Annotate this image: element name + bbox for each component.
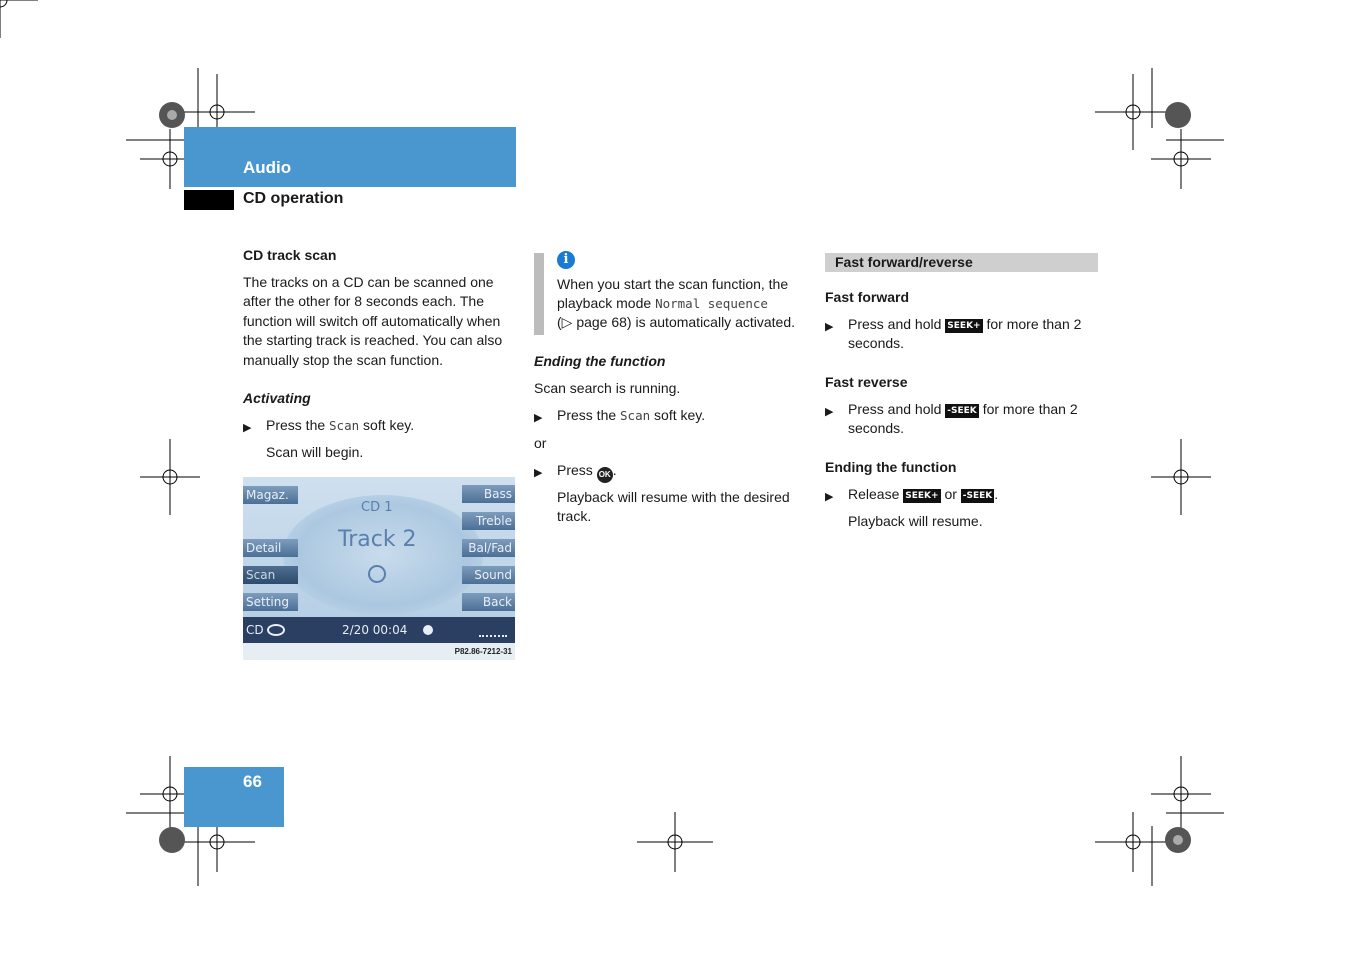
softkey-bass: Bass (462, 485, 515, 503)
fast-reverse-step-cont: seconds. (848, 420, 905, 436)
step-text: Press the (557, 407, 617, 423)
signal-icon (479, 629, 507, 637)
bullet-icon: ▶ (534, 467, 543, 479)
seek-plus-key-icon: SEEK+ (947, 321, 981, 331)
section-heading-text: Fast forward/reverse (835, 254, 973, 270)
scan-clock-icon (368, 565, 386, 583)
fast-forward-step-cont: seconds. (848, 335, 905, 351)
info-line-2 (557, 294, 768, 313)
activating-step (243, 416, 518, 436)
step-text: for more than 2 (982, 401, 1078, 417)
softkey-bal-fad: Bal/Fad (462, 539, 515, 557)
scan-softkey-label: Scan (329, 418, 360, 433)
track-label: Track 2 (338, 527, 417, 552)
step-text: Release (848, 486, 900, 502)
softkey-back: Back (462, 593, 515, 611)
header-bar (184, 127, 516, 187)
cd-number-label: CD 1 (361, 500, 393, 515)
disc-indicator-icon (423, 625, 433, 635)
step-text: for more than 2 (986, 316, 1082, 332)
ending-step-2-result-1: Playback will resume with the desired (557, 489, 790, 505)
bullet-icon: ▶ (825, 406, 834, 418)
display-main-area (243, 477, 515, 617)
info-line-3: (▷ page 68) is automatically activated. (557, 314, 795, 330)
step-text: Press (557, 462, 593, 478)
info-text: playback mode (557, 295, 652, 311)
step-text: . (994, 486, 999, 502)
figure-code: P82.86-7212-31 (454, 647, 512, 656)
ending-seek-result: Playback will resume. (848, 513, 983, 529)
step-text: or (944, 486, 957, 502)
step-text: Press and hold (848, 401, 942, 417)
fast-forward-step (825, 315, 1105, 335)
track-time-info: 2/20 00:04 (342, 623, 408, 637)
ending-step-2-result-2: track. (557, 508, 592, 524)
softkey-sound: Sound (462, 566, 515, 584)
activating-heading: Activating (243, 390, 311, 406)
bullet-icon: ▶ (243, 422, 252, 434)
ok-button-icon: OK (597, 467, 613, 483)
step-text: soft key. (654, 407, 706, 423)
ending-function-para: Scan search is running. (534, 380, 681, 396)
page-number-box (184, 767, 284, 827)
source-label: CD (246, 623, 264, 637)
seek-minus-key-icon: -SEEK (962, 491, 993, 501)
step-text: . (612, 462, 617, 478)
softkey-treble: Treble (462, 512, 515, 530)
scan-softkey-label: Scan (620, 408, 651, 423)
fast-reverse-step (825, 400, 1105, 420)
display-status-bar (243, 617, 515, 643)
fast-reverse-heading: Fast reverse (825, 374, 908, 390)
ending-seek-step (825, 485, 1105, 505)
ending-step-1 (534, 406, 809, 426)
page-number: 66 (243, 772, 262, 791)
bullet-icon: ▶ (825, 321, 834, 333)
softkey-magaz: Magaz. (243, 486, 298, 504)
softkey-scan: Scan (243, 566, 298, 584)
seek-plus-key-icon: SEEK+ (905, 491, 939, 501)
section-title: Audio (243, 158, 292, 177)
cd-track-scan-paragraph: The tracks on a CD can be scanned one after the other for 8 seconds each. The function will switch off automatically when the starting track is reached. You can also manually stop the scan function. (243, 274, 503, 368)
info-icon: i (557, 251, 575, 269)
softkey-detail: Detail (243, 539, 298, 557)
header-tab-marker (184, 190, 234, 210)
bullet-icon: ▶ (534, 412, 543, 424)
ending-seek-heading: Ending the function (825, 459, 957, 475)
ending-function-heading: Ending the function (534, 353, 666, 369)
step-text: Press and hold (848, 316, 942, 332)
info-line-1: When you start the scan function, the (557, 276, 789, 292)
activating-result: Scan will begin. (266, 444, 364, 460)
audio-display-screenshot (243, 477, 515, 660)
softkey-setting: Setting (243, 593, 298, 611)
cd-track-scan-heading: CD track scan (243, 247, 337, 263)
seek-minus-key-icon: -SEEK (947, 406, 977, 416)
bullet-icon: ▶ (825, 491, 834, 503)
fast-forward-heading: Fast forward (825, 289, 910, 305)
step-text: Press the (266, 417, 326, 433)
info-side-bar (534, 253, 544, 335)
playback-mode-label: Normal sequence (655, 296, 768, 311)
cd-icon (267, 624, 285, 636)
step-text: soft key. (363, 417, 415, 433)
fast-forward-reverse-header (825, 253, 1098, 272)
or-text: or (534, 435, 547, 451)
page-subtitle: CD operation (243, 190, 344, 207)
ending-step-2 (534, 461, 809, 481)
